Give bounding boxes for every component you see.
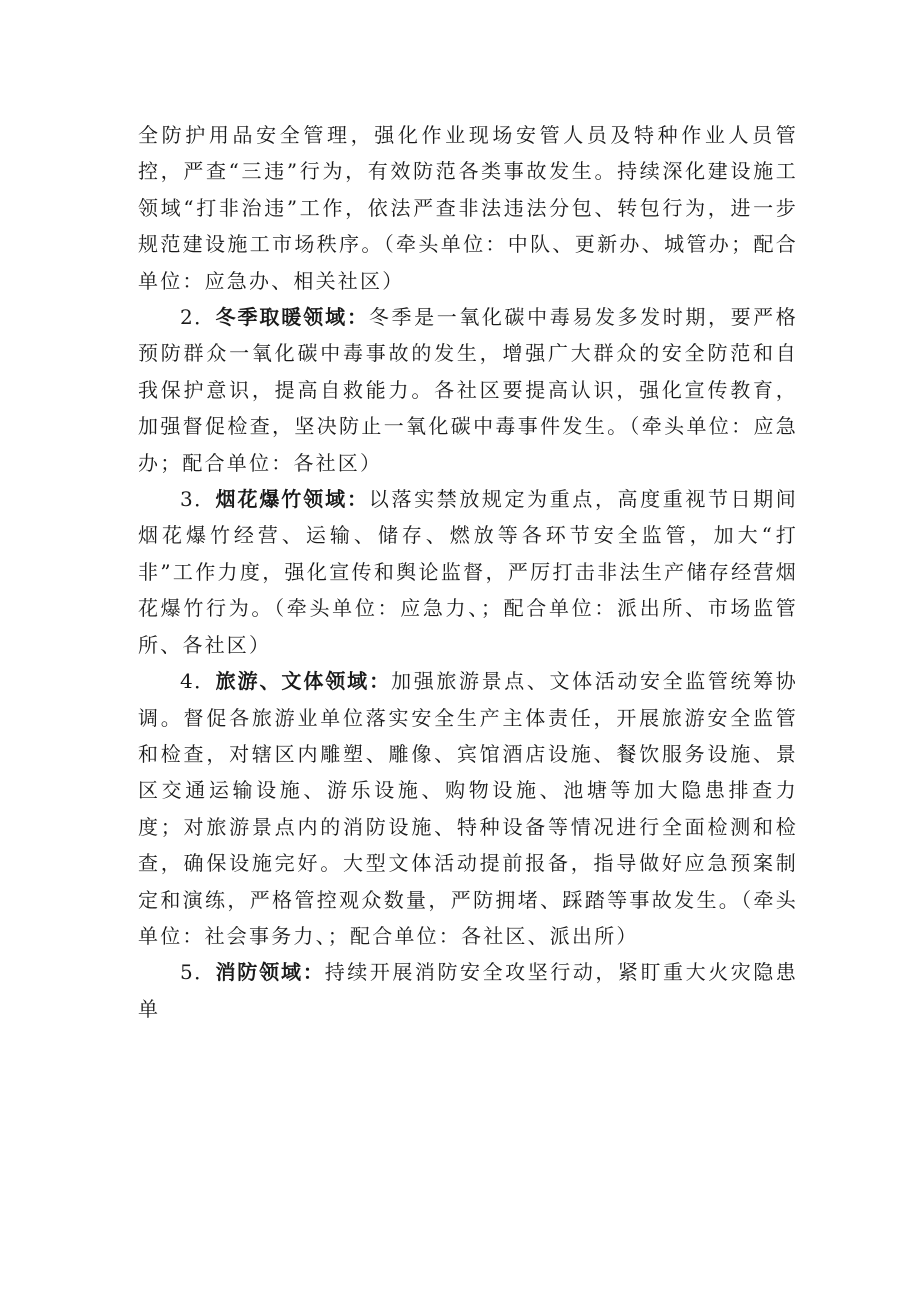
section-heading: 消防领域：	[215, 960, 325, 985]
paragraph-text: 持续开展消防安全攻坚行动，紧盯重大火灾隐患单	[138, 960, 799, 1021]
paragraph-4-tourism-culture	[138, 663, 798, 954]
paragraph-text: 全防护用品安全管理，强化作业现场安管人员及特种作业人员管控，严查“三违”行为，有效防范各类事故发生。持续深化建设施工领域“打非治违”工作，依法严查非法违法分包、转包行为，进一步规范建设施工市场秩序。（牵头单位：中队、更新办、城管办；配合单位：应急办、相关社区）	[138, 123, 798, 293]
paragraph-2-winter-heating	[138, 299, 798, 481]
paragraph-text: 以落实禁放规定为重点，高度重视节日期间烟花爆竹经营、运输、储存、燃放等各环节安全监管，加大“打非”工作力度，强化宣传和舆论监督，严厉打击非法生产储存经营烟花爆竹行为。（牵头单位：应急力、；配合单位：派出所、市场监管所、各社区）	[138, 487, 798, 657]
section-number: 4．	[180, 669, 216, 694]
paragraph-text: 加强旅游景点、文体活动安全监管统筹协调。督促各旅游业单位落实安全生产主体责任，开展旅游安全监管和检查，对辖区内雕塑、雕像、宾馆酒店设施、餐饮服务设施、景区交通运输设施、游乐设施、购物设施、池塘等加大隐患排查力度；对旅游景点内的消防设施、特种设备等情况进行全面检测和检查，确保设施完好。大型文体活动提前报备，指导做好应急预案制定和演练，严格管控观众数量，严防拥堵、踩踏等事故发生。（牵头单位：社会事务力、；配合单位：各社区、派出所）	[138, 669, 799, 948]
section-number: 2．	[180, 305, 216, 330]
paragraph-1	[138, 117, 798, 299]
section-number: 5．	[180, 960, 216, 985]
section-number: 3．	[180, 487, 216, 512]
section-heading: 烟花爆竹领域：	[215, 487, 369, 512]
paragraph-5-fire-safety	[138, 954, 798, 1027]
paragraph-3-fireworks	[138, 481, 798, 663]
section-heading: 旅游、文体领域：	[215, 669, 392, 694]
document-body	[138, 117, 798, 1027]
section-heading: 冬季取暖领域：	[215, 305, 369, 330]
paragraph-text: 冬季是一氧化碳中毒易发多发时期，要严格预防群众一氧化碳中毒事故的发生，增强广大群众的安全防范和自我保护意识，提高自救能力。各社区要提高认识，强化宣传教育，加强督促检查，坚决防止一氧化碳中毒事件发生。（牵头单位：应急办；配合单位：各社区）	[138, 305, 798, 475]
